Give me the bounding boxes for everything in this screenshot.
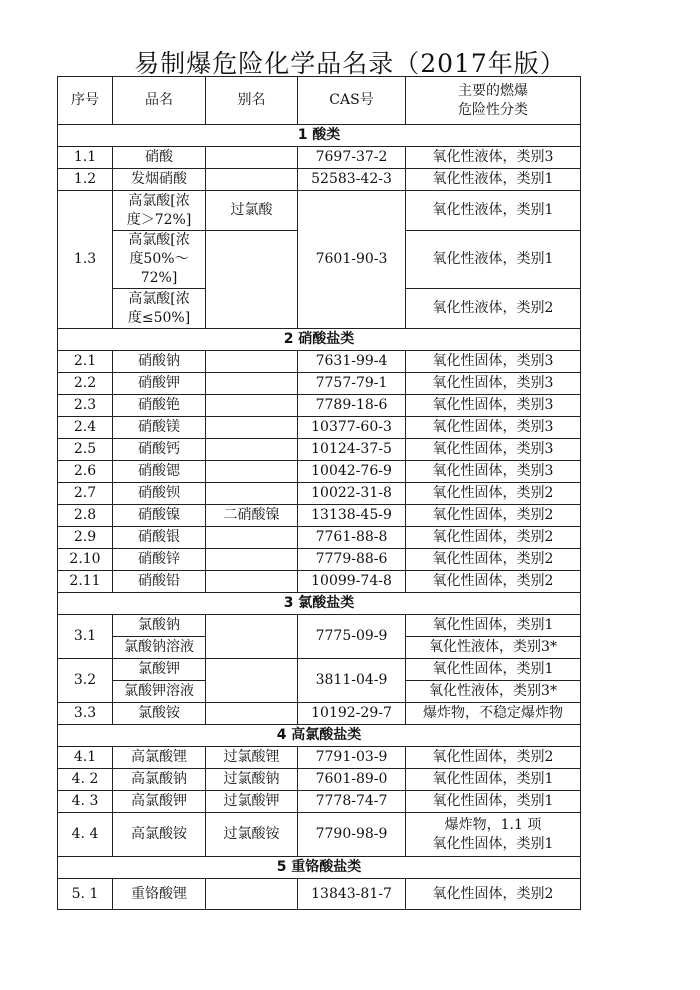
cell-name: 氯酸钾 (113, 659, 206, 681)
cell-alias (206, 169, 298, 191)
cell-seq: 2.1 (58, 351, 113, 373)
cell-alias (206, 703, 298, 725)
cell-hazard: 氧化性固体，类别3 (406, 351, 581, 373)
cell-name: 发烟硝酸 (113, 169, 206, 191)
table-row (58, 169, 581, 191)
cell-seq: 2.2 (58, 373, 113, 395)
table-row (58, 395, 581, 417)
cell-seq: 1.2 (58, 169, 113, 191)
cell-alias (206, 351, 298, 373)
cell-name: 硝酸锶 (113, 461, 206, 483)
cell-cas: 10377-60-3 (298, 417, 406, 439)
cell-alias (206, 527, 298, 549)
table-row (58, 615, 581, 637)
table-row (58, 527, 581, 549)
cell-cas: 7778-74-7 (298, 791, 406, 813)
cell-hazard: 氧化性固体，类别3 (406, 417, 581, 439)
cell-hazard: 氧化性液体，类别1 (406, 231, 581, 289)
cell-name: 氯酸钠溶液 (113, 637, 206, 659)
cell-seq: 5. 1 (58, 879, 113, 910)
cell-cas: 7791-03-9 (298, 747, 406, 769)
cell-name-line: 高氯酸[浓 (128, 192, 190, 209)
cell-seq: 1.1 (58, 147, 113, 169)
cell-seq: 2.8 (58, 505, 113, 527)
table-header-row (58, 77, 581, 125)
cell-name: 硝酸银 (113, 527, 206, 549)
cell-cas: 10099-74-8 (298, 571, 406, 593)
cell-hazard: 氧化性固体，类别3 (406, 373, 581, 395)
cell-hazard: 氧化性固体，类别1 (406, 615, 581, 637)
cell-alias (206, 395, 298, 417)
cell-hazard: 氧化性固体，类别3 (406, 395, 581, 417)
cell-name-line: 度50%～ (129, 251, 189, 267)
cell-cas: 10192-29-7 (298, 703, 406, 725)
table-row (58, 147, 581, 169)
cell-hazard: 氧化性固体，类别2 (406, 527, 581, 549)
cell-name: 氯酸钠 (113, 615, 206, 637)
cell-alias (206, 571, 298, 593)
cell-seq: 4.1 (58, 747, 113, 769)
section-title: 2 硝酸盐类 (58, 329, 581, 351)
cell-seq: 2.5 (58, 439, 113, 461)
cell-name: 硝酸铯 (113, 395, 206, 417)
header-name: 品名 (113, 77, 206, 125)
section-row (58, 329, 581, 351)
header-alias: 别名 (206, 77, 298, 125)
cell-cas: 10042-76-9 (298, 461, 406, 483)
cell-cas: 13138-45-9 (298, 505, 406, 527)
header-hazard (406, 77, 581, 125)
cell-seq: 2.10 (58, 549, 113, 571)
cell-hazard (406, 813, 581, 857)
section-row (58, 725, 581, 747)
cell-alias: 过氯酸钾 (206, 791, 298, 813)
cell-alias: 二硝酸镍 (206, 505, 298, 527)
cell-seq: 3.1 (58, 615, 113, 659)
cell-hazard: 氧化性固体，类别2 (406, 483, 581, 505)
cell-alias (206, 483, 298, 505)
table-row (58, 417, 581, 439)
cell-seq: 2.4 (58, 417, 113, 439)
section-row (58, 857, 581, 879)
cell-name: 硝酸锌 (113, 549, 206, 571)
cell-hazard: 氧化性固体，类别2 (406, 571, 581, 593)
cell-name (113, 191, 206, 231)
cell-name-line: 高氯酸[浓 (128, 232, 190, 248)
cell-seq: 2.11 (58, 571, 113, 593)
cell-alias (206, 373, 298, 395)
cell-hazard: 氧化性液体，类别3* (406, 637, 581, 659)
cell-alias (206, 439, 298, 461)
cell-hazard: 氧化性固体，类别2 (406, 549, 581, 571)
cell-name: 氯酸铵 (113, 703, 206, 725)
cell-seq: 2.9 (58, 527, 113, 549)
cell-alias (206, 879, 298, 910)
cell-hazard-line: 氧化性固体，类别1 (432, 835, 554, 852)
cell-cas: 7601-90-3 (298, 191, 406, 329)
cell-seq: 4. 3 (58, 791, 113, 813)
table-row (58, 879, 581, 910)
cell-hazard: 氧化性固体，类别3 (406, 439, 581, 461)
cell-alias (206, 659, 298, 703)
table-row (58, 659, 581, 681)
table-row (58, 549, 581, 571)
cell-cas: 7775-09-9 (298, 615, 406, 659)
cell-name: 氯酸钾溶液 (113, 681, 206, 703)
cell-hazard: 氧化性固体，类别3 (406, 461, 581, 483)
section-title: 3 氯酸盐类 (58, 593, 581, 615)
cell-alias (206, 231, 298, 329)
section-row (58, 593, 581, 615)
table-row (58, 747, 581, 769)
chemical-list-table (57, 76, 581, 910)
cell-cas: 13843-81-7 (298, 879, 406, 910)
cell-seq: 2.6 (58, 461, 113, 483)
cell-cas: 52583-42-3 (298, 169, 406, 191)
cell-name-line: 72%] (140, 270, 178, 286)
table-row (58, 571, 581, 593)
cell-name: 高氯酸钾 (113, 791, 206, 813)
cell-hazard: 氧化性固体，类别1 (406, 791, 581, 813)
cell-cas: 7697-37-2 (298, 147, 406, 169)
header-seq: 序号 (58, 77, 113, 125)
cell-seq: 4. 4 (58, 813, 113, 857)
section-title: 1 酸类 (58, 125, 581, 147)
cell-hazard: 氧化性液体，类别3* (406, 681, 581, 703)
cell-name-line: 度＞72%] (126, 211, 192, 228)
cell-name: 高氯酸铵 (113, 813, 206, 857)
cell-alias (206, 549, 298, 571)
cell-name: 硝酸铅 (113, 571, 206, 593)
table-row (58, 461, 581, 483)
cell-seq: 3.3 (58, 703, 113, 725)
table-row (58, 439, 581, 461)
cell-seq: 4. 2 (58, 769, 113, 791)
table-row (58, 505, 581, 527)
cell-hazard: 氧化性液体，类别1 (406, 169, 581, 191)
cell-hazard: 氧化性固体，类别2 (406, 747, 581, 769)
table-row (58, 373, 581, 395)
section-row (58, 125, 581, 147)
section-title: 4 高氯酸盐类 (58, 725, 581, 747)
cell-name: 硝酸钾 (113, 373, 206, 395)
cell-alias: 过氯酸 (206, 191, 298, 231)
cell-cas: 7757-79-1 (298, 373, 406, 395)
cell-hazard: 氧化性固体，类别1 (406, 769, 581, 791)
table-row (58, 813, 581, 857)
header-hazard-line2: 危险性分类 (458, 101, 528, 118)
table-row (58, 483, 581, 505)
table-row (58, 769, 581, 791)
cell-name: 硝酸镍 (113, 505, 206, 527)
cell-name: 高氯酸锂 (113, 747, 206, 769)
cell-cas: 10124-37-5 (298, 439, 406, 461)
cell-name: 高氯酸钠 (113, 769, 206, 791)
header-hazard-line1: 主要的燃爆 (458, 82, 528, 99)
cell-name-line: 度≤50%] (127, 309, 191, 326)
cell-seq: 2.7 (58, 483, 113, 505)
cell-cas: 10022-31-8 (298, 483, 406, 505)
cell-cas: 3811-04-9 (298, 659, 406, 703)
cell-hazard: 氧化性液体，类别1 (406, 191, 581, 231)
cell-cas: 7631-99-4 (298, 351, 406, 373)
cell-name-line: 高氯酸[浓 (128, 290, 190, 307)
table-row (58, 703, 581, 725)
cell-name: 重铬酸锂 (113, 879, 206, 910)
cell-seq: 1.3 (58, 191, 113, 329)
cell-name: 硝酸钙 (113, 439, 206, 461)
cell-alias: 过氯酸锂 (206, 747, 298, 769)
cell-name (113, 289, 206, 329)
cell-name (113, 231, 206, 289)
cell-name: 硝酸钠 (113, 351, 206, 373)
cell-cas: 7790-98-9 (298, 813, 406, 857)
cell-name: 硝酸钡 (113, 483, 206, 505)
header-cas: CAS号 (298, 77, 406, 125)
cell-hazard: 氧化性固体，类别1 (406, 659, 581, 681)
cell-alias (206, 461, 298, 483)
cell-hazard: 氧化性固体，类别2 (406, 879, 581, 910)
cell-alias (206, 147, 298, 169)
cell-hazard: 氧化性液体，类别2 (406, 289, 581, 329)
cell-seq: 2.3 (58, 395, 113, 417)
section-title: 5 重铬酸盐类 (58, 857, 581, 879)
cell-hazard: 氧化性液体，类别3 (406, 147, 581, 169)
cell-cas: 7601-89-0 (298, 769, 406, 791)
cell-seq: 3.2 (58, 659, 113, 703)
cell-hazard: 氧化性固体，类别2 (406, 505, 581, 527)
table-row (58, 791, 581, 813)
cell-cas: 7789-18-6 (298, 395, 406, 417)
cell-name: 硝酸 (113, 147, 206, 169)
cell-alias: 过氯酸铵 (206, 813, 298, 857)
cell-hazard: 爆炸物，不稳定爆炸物 (406, 703, 581, 725)
table-row (58, 351, 581, 373)
cell-cas: 7761-88-8 (298, 527, 406, 549)
document-title: 易制爆危险化学品名录（2017年版） (134, 49, 566, 78)
cell-alias (206, 417, 298, 439)
cell-cas: 7779-88-6 (298, 549, 406, 571)
cell-alias: 过氯酸钠 (206, 769, 298, 791)
cell-alias (206, 615, 298, 659)
cell-hazard-line: 爆炸物，1.1 项 (444, 816, 542, 833)
table-row (58, 191, 581, 231)
cell-name: 硝酸镁 (113, 417, 206, 439)
